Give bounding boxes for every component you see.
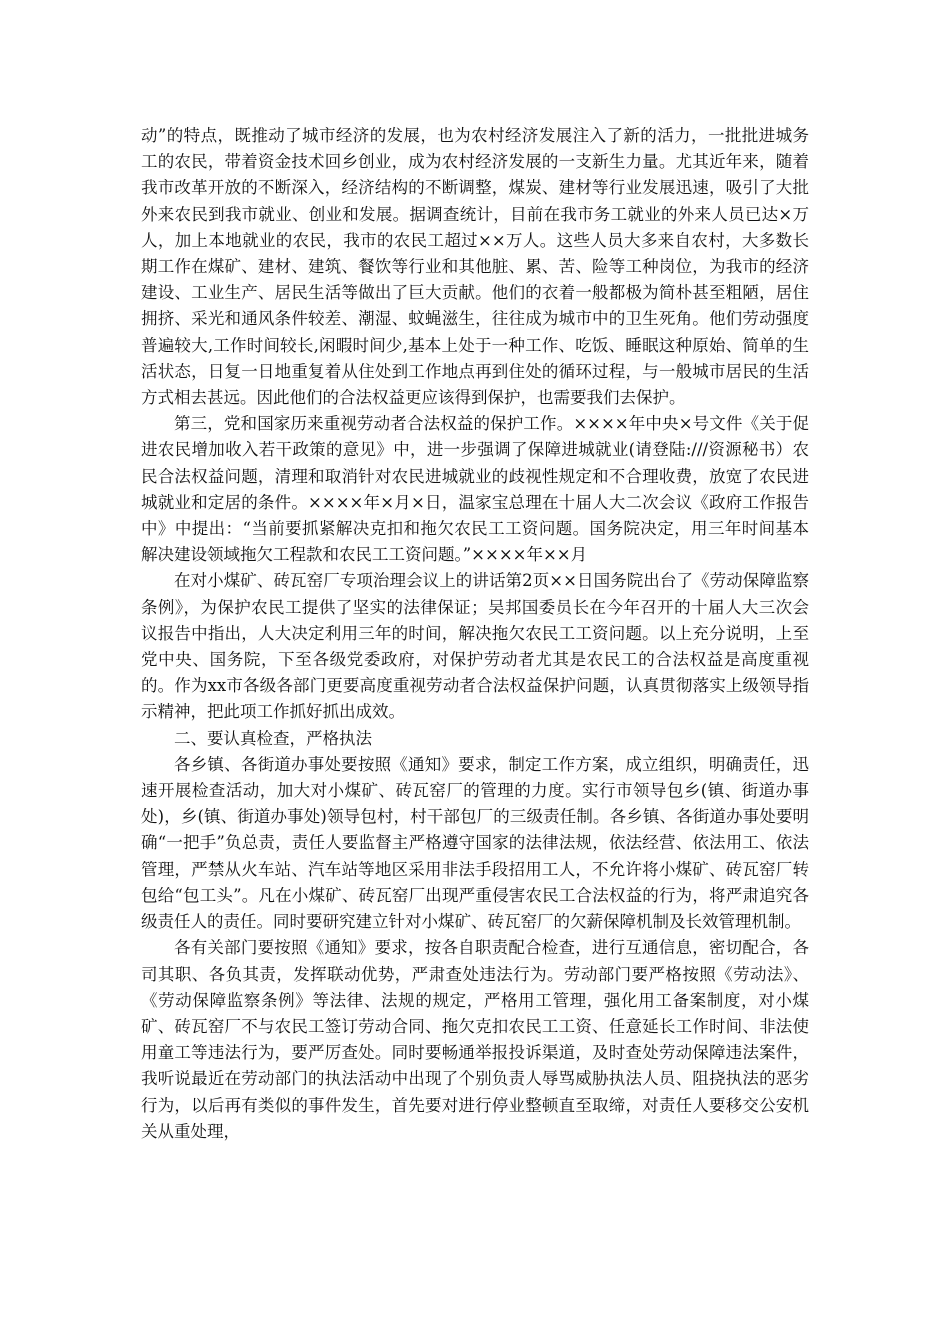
document-page — [141, 123, 809, 1145]
section-heading: 二、要认真检查，严格执法 — [174, 728, 372, 748]
body-paragraph: 动”的特点，既推动了城市经济的发展，也为农村经济发展注入了新的活力，一批批进城务工的农民，带着资金技术回乡创业，成为农村经济发展的一支新生力量。尤其近年来，随着我市改革开放的不断深入，经济结构的不断调整，煤炭、建材等行业发展迅速，吸引了大批外来农民到我市就业、创业和发展。据调查统计，目前在我市务工就业的外来人员已达×万人，加上本地就业的农民，我市的农民工超过××万人。这些人员大多来自农村，大多数长期工作在煤矿、建材、建筑、餐饮等行业和其他脏、累、苦、险等工种岗位，为我市的经济建设、工业生产、居民生活等做出了巨大贡献。他们的衣着一般都极为简朴甚至粗陋，居住拥挤、采光和通风条件较差、潮湿、蚊蝇滋生，往往成为城市中的卫生死角。他们劳动强度普遍较大,工作时间较长,闲暇时间少,基本上处于一种工作、吃饭、睡眠这种原始、简单的生活状态，日复一日地重复着从住处到工作地点再到住处的循环过程，与一般城市居民的生活方式相去甚远。因此他们的合法权益更应该得到保护，也需要我们去保护。 — [141, 126, 809, 408]
body-paragraph: 在对小煤矿、砖瓦窑厂专项治理会议上的讲话第2页××日国务院出台了《劳动保障监察条例》，为保护农民工提供了坚实的法律保证；吴邦国委员长在今年召开的十届人大三次会议报告中指出，人大决定利用三年的时间，解决拖欠农民工工资问题。以上充分说明，上至党中央、国务院，下至各级党委政府，对保护劳动者尤其是农民工的合法权益是高度重视的。作为xx市各级各部门更要高度重视劳动者合法权益保护问题，认真贯彻落实上级领导指示精神，把此项工作抓好抓出成效。 — [141, 571, 809, 722]
body-paragraph: 各乡镇、各街道办事处要按照《通知》要求，制定工作方案，成立组织，明确责任，迅速开展检查活动，加大对小煤矿、砖瓦窑厂的管理的力度。实行市领导包乡(镇、街道办事处)，乡(镇、街道办事处)领导包村，村干部包厂的三级责任制。各乡镇、各街道办事处要明确“一把手”负总责，责任人要监督主严格遵守国家的法律法规，依法经营、依法用工、依法管理，严禁从火车站、汽车站等地区采用非法手段招用工人，不允许将小煤矿、砖瓦窑厂转包给“包工头”。凡在小煤矿、砖瓦窑厂出现严重侵害农民工合法权益的行为，将严肃追究各级责任人的责任。同时要研究建立针对小煤矿、砖瓦窑厂的欠薪保障机制及长效管理机制。 — [141, 754, 809, 932]
body-paragraph: 第三，党和国家历来重视劳动者合法权益的保护工作。××××年中央×号文件《关于促进农民增加收入若干政策的意见》中，进一步强调了保障进城就业(请登陆:///资源秘书）农民合法权益问题，清理和取消针对农民进城就业的歧视性规定和不合理收费，放宽了农民进城就业和定居的条件。××××年×月×日，温家宝总理在十届人大二次会议《政府工作报告中》中提出：“当前要抓紧解决克扣和拖欠农民工工资问题。国务院决定，用三年时间基本解决建设领域拖欠工程款和农民工工资问题。”××××年××月 — [141, 414, 809, 565]
body-paragraph: 各有关部门要按照《通知》要求，按各自职责配合检查，进行互通信息，密切配合，各司其职、各负其责，发挥联动优势，严肃查处违法行为。劳动部门要严格按照《劳动法》、《劳动保障监察条例》等法律、法规的规定，严格用工管理，强化用工备案制度，对小煤矿、砖瓦窑厂不与农民工签订劳动合同、拖欠克扣农民工工资、任意延长工作时间、非法使用童工等违法行为，要严厉查处。同时要畅通举报投诉渠道，及时查处劳动保障违法案件，我听说最近在劳动部门的执法活动中出现了个别负责人辱骂威胁执法人员、阻挠执法的恶劣行为，以后再有类似的事件发生，首先要对进行停业整顿直至取缔，对责任人要移交公安机关从重处理， — [141, 938, 809, 1141]
